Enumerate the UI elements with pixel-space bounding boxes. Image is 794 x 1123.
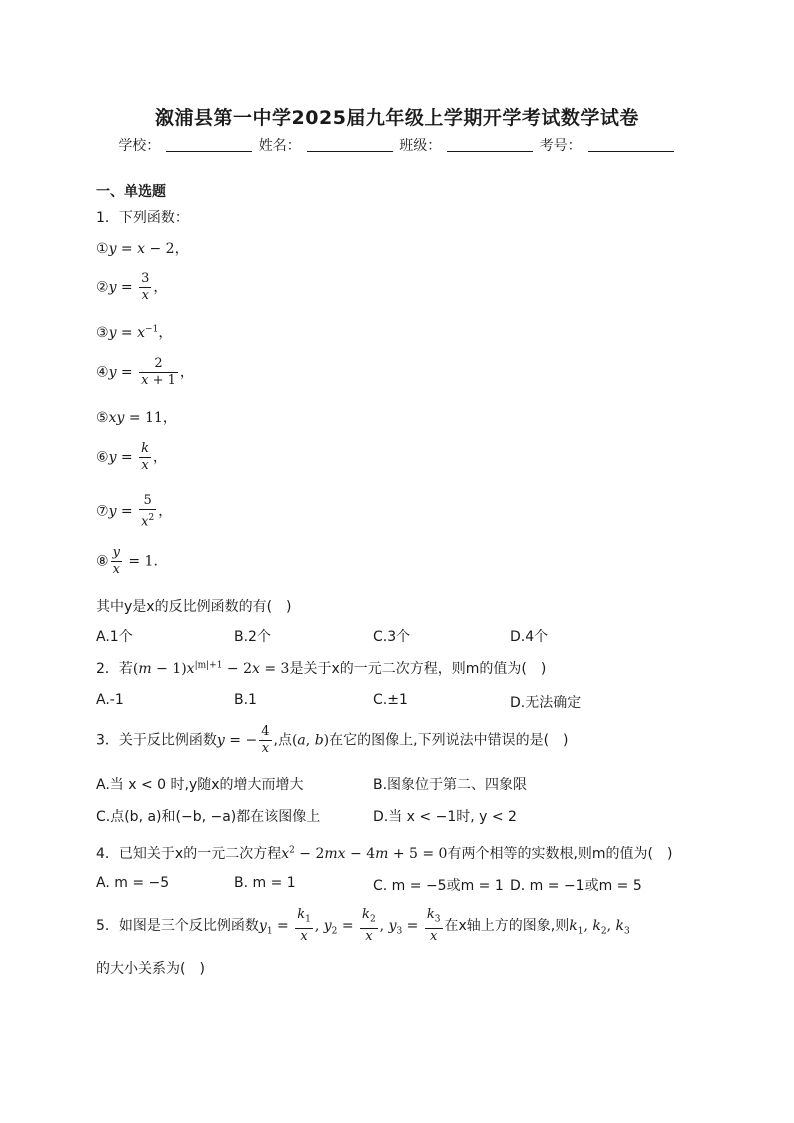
item-marker: ⑤	[96, 410, 109, 426]
q5-prefix: 5．如图是三个反比例函数	[96, 917, 259, 934]
fraction: $\frac{y}{x}$	[112, 545, 120, 577]
q3-option-b[interactable]: B.图象位于第二、四象限	[373, 777, 528, 793]
q1-option-d[interactable]: D.4个	[510, 629, 549, 645]
item-marker: ①	[96, 241, 109, 257]
fraction: $\frac{k}{x}$	[141, 441, 150, 473]
q3-suffix: 在它的图像上,下列说法中错误的是( )	[329, 732, 569, 749]
q4-prefix: 4．已知关于x的一元二次方程	[96, 846, 282, 862]
q4-stem: 4．已知关于x的一元二次方程$x^2 - 2mx - 4m + 5 = 0$有两个相等的实数根,则m的值为( )	[96, 845, 673, 862]
item-marker: ③	[96, 325, 109, 341]
item-marker: ④	[96, 364, 109, 381]
q1-option-c[interactable]: C.3个	[373, 629, 411, 645]
q1-option-b[interactable]: B.2个	[234, 629, 271, 645]
item-marker: ⑧	[96, 553, 109, 570]
q1-item-6: ⑥y = $\frac{k}{x}$ ，	[96, 441, 168, 473]
exam-title: 溆浦县第一中学2025届九年级上学期开学考试数学试卷	[155, 107, 639, 129]
q4-option-b[interactable]: B. m = 1	[234, 875, 296, 891]
number-blank	[588, 139, 674, 152]
item-marker: ⑥	[96, 449, 109, 466]
q2-option-c[interactable]: C.±1	[373, 692, 408, 708]
section-title: 一、单选题	[96, 184, 166, 200]
q1-item-2: ②y = $\frac{3}{x}$ ，	[96, 271, 168, 303]
q5-line2: 的大小关系为( )	[96, 961, 205, 977]
q2-option-a[interactable]: A.-1	[96, 692, 124, 708]
q4-option-d[interactable]: D. m = −1或m = 5	[510, 878, 642, 894]
q3-stem: 3．关于反比例函数y = − $\frac{4}{x}$ ,点(a, b)在它的图像上,下列说法中错误的是( )	[96, 724, 569, 756]
q3-option-c[interactable]: C.点(b, a)和(−b, −a)都在该图像上	[96, 809, 321, 825]
fraction: $\frac{k_2}{x}$	[362, 907, 376, 944]
q4-option-a[interactable]: A. m = −5	[96, 875, 170, 891]
q3-prefix: 3．关于反比例函数	[96, 732, 217, 749]
q5-stem: 5．如图是三个反比例函数$y_1$ = $\frac{k_1}{x}$ , $y_2$ = $\frac{k_2}{x}$ , $y_3$ = $\frac{k_3}{x}$ 在x轴上方的图象,则$k_1$, $k_2$, $k_3$	[96, 907, 630, 944]
q3-option-d[interactable]: D.当 x < −1时, y < 2	[373, 809, 517, 825]
q2-stem: 2．若$(m - 1)x^{|m|+1} - 2x = 3$是关于x的一元二次方程，则m的值为( )	[96, 660, 547, 677]
student-info-row	[0, 135, 794, 155]
item-marker: ②	[96, 279, 109, 296]
q5-suffix: 在x轴上方的图象,则	[444, 917, 570, 934]
fraction: $\frac{2}{x + 1}$	[141, 356, 176, 388]
school-blank	[166, 139, 252, 152]
q1-item-3: ③y = $x^{-1}$，	[96, 324, 173, 341]
q3-option-a[interactable]: A.当 x < 0 时,y随x的增大而增大	[96, 777, 304, 793]
q1-stem: 1．下列函数：	[96, 210, 189, 226]
q2-option-d[interactable]: D.无法确定	[510, 695, 582, 711]
q1-question: 其中y是x的反比例函数的有( )	[96, 599, 292, 615]
q1-item-5: ⑤xy = 11，	[96, 410, 177, 426]
fraction: $\frac{k_1}{x}$	[297, 907, 311, 944]
number-label: 考号：	[539, 138, 582, 154]
q4-option-c[interactable]: C. m = −5或m = 1	[373, 878, 504, 894]
item-marker: ⑦	[96, 503, 109, 520]
q2-suffix: 是关于x的一元二次方程，则m的值为( )	[289, 661, 547, 677]
class-label: 班级：	[399, 138, 442, 154]
fraction: $\frac{4}{x}$	[261, 724, 270, 756]
q1-item-8: ⑧ $\frac{y}{x}$ = 1.	[96, 545, 158, 577]
fraction: $\frac{3}{x}$	[141, 271, 150, 303]
q1-item-1: ①y = x − 2，	[96, 241, 189, 257]
name-label: 姓名：	[258, 138, 301, 154]
q2-prefix: 2．若	[96, 661, 133, 677]
fraction: $\frac{5}{x^2}$	[141, 493, 155, 530]
name-blank	[307, 139, 393, 152]
q2-option-b[interactable]: B.1	[234, 692, 257, 708]
school-label: 学校：	[118, 138, 161, 154]
q4-suffix: 有两个相等的实数根,则m的值为( )	[447, 846, 673, 862]
class-blank	[447, 139, 533, 152]
q1-item-7: ⑦y = $\frac{5}{x^2}$ ，	[96, 493, 173, 530]
q1-option-a[interactable]: A.1个	[96, 629, 133, 645]
q1-item-4: ④y = $\frac{2}{x + 1}$ ，	[96, 356, 194, 388]
q3-mid: ,点	[273, 732, 292, 749]
fraction: $\frac{k_3}{x}$	[426, 907, 441, 944]
